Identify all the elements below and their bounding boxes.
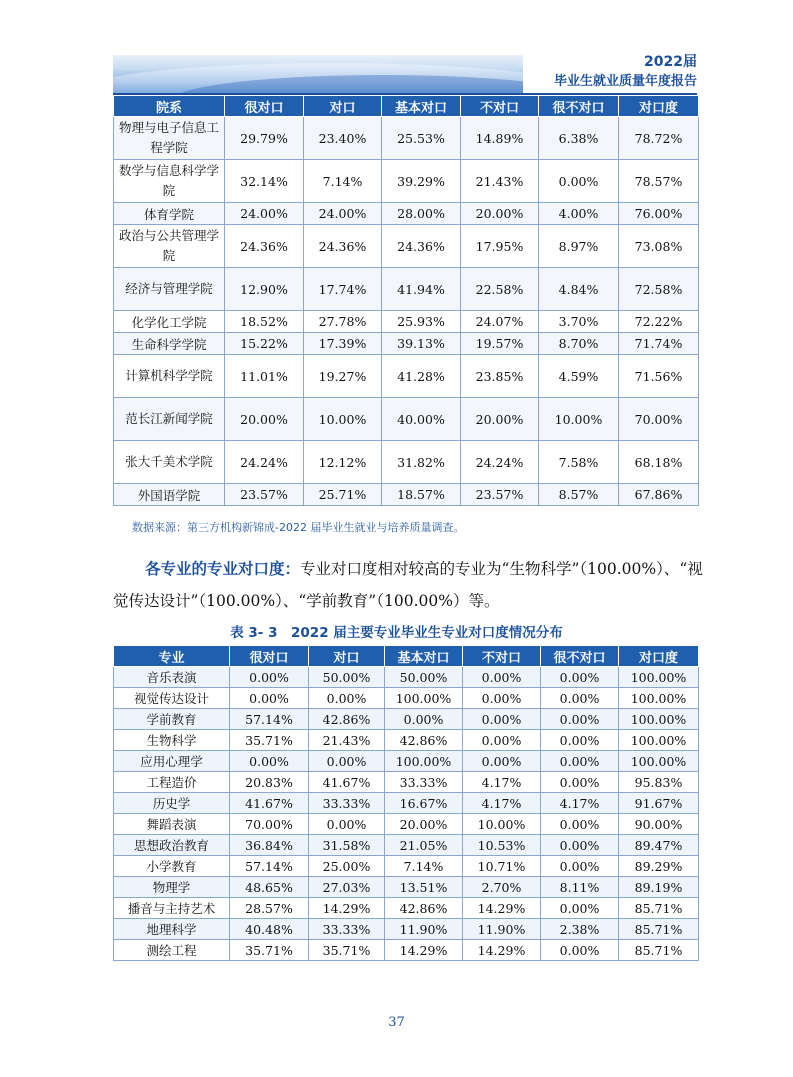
table-row — [114, 835, 699, 856]
table-cell: 35.71% — [230, 730, 309, 751]
table-cell: 42.86% — [309, 709, 385, 730]
table-cell: 0.00% — [230, 667, 309, 688]
column-header: 很不对口 — [539, 96, 619, 117]
table-cell: 41.28% — [382, 355, 461, 398]
table-cell: 89.47% — [619, 835, 699, 856]
column-header: 对口 — [304, 96, 382, 117]
table-cell: 78.57% — [619, 160, 699, 203]
table-row — [114, 667, 699, 688]
table-cell: 25.93% — [382, 311, 461, 333]
table-cell: 100.00% — [619, 730, 699, 751]
table-cell: 24.36% — [225, 225, 304, 268]
row-label: 舞蹈表演 — [114, 814, 230, 835]
table-cell: 85.71% — [619, 898, 699, 919]
table-cell: 4.84% — [539, 268, 619, 311]
table-cell: 3.70% — [539, 311, 619, 333]
table-cell: 0.00% — [541, 751, 619, 772]
table-cell: 35.71% — [230, 940, 309, 961]
table-cell: 0.00% — [541, 667, 619, 688]
table-cell: 0.00% — [463, 688, 541, 709]
table-cell: 21.05% — [385, 835, 463, 856]
row-label: 思想政治教育 — [114, 835, 230, 856]
table-cell: 14.29% — [309, 898, 385, 919]
column-header: 很对口 — [230, 646, 309, 667]
table-cell: 20.83% — [230, 772, 309, 793]
table-header-row — [114, 646, 699, 667]
table-row — [114, 160, 699, 203]
table-cell: 24.24% — [461, 441, 539, 484]
table-cell: 25.71% — [304, 484, 382, 506]
table-cell: 31.58% — [309, 835, 385, 856]
table-cell: 40.00% — [382, 398, 461, 441]
table-cell: 85.71% — [619, 940, 699, 961]
table-cell: 41.67% — [309, 772, 385, 793]
table-cell: 76.00% — [619, 203, 699, 225]
table-row — [114, 772, 699, 793]
table-cell: 17.39% — [304, 333, 382, 355]
column-header: 院系 — [114, 96, 225, 117]
paragraph-lead: 各专业的专业对口度： — [145, 560, 301, 578]
table-cell: 0.00% — [541, 898, 619, 919]
page-number: 37 — [388, 1015, 405, 1030]
table-cell: 21.43% — [461, 160, 539, 203]
table-cell: 11.90% — [385, 919, 463, 940]
table-cell: 0.00% — [541, 814, 619, 835]
header-banner — [113, 55, 523, 93]
row-label: 外国语学院 — [114, 484, 225, 506]
table-cell: 100.00% — [619, 667, 699, 688]
table-cell: 11.01% — [225, 355, 304, 398]
table-cell: 20.00% — [225, 398, 304, 441]
row-label: 测绘工程 — [114, 940, 230, 961]
table-body — [114, 667, 699, 961]
table-cell: 6.38% — [539, 117, 619, 160]
column-header: 基本对口 — [385, 646, 463, 667]
table-row — [114, 203, 699, 225]
table-cell: 4.59% — [539, 355, 619, 398]
table-cell: 10.71% — [463, 856, 541, 877]
table-row — [114, 940, 699, 961]
table-row — [114, 355, 699, 398]
row-label: 计算机科学学院 — [114, 355, 225, 398]
table-row — [114, 730, 699, 751]
table-cell: 14.29% — [385, 940, 463, 961]
table-cell: 0.00% — [541, 709, 619, 730]
table-cell: 39.13% — [382, 333, 461, 355]
table-cell: 18.57% — [382, 484, 461, 506]
table-cell: 100.00% — [619, 709, 699, 730]
table-cell: 100.00% — [385, 751, 463, 772]
table-cell: 68.18% — [619, 441, 699, 484]
table-cell: 20.00% — [385, 814, 463, 835]
row-label: 小学教育 — [114, 856, 230, 877]
table-cell: 7.58% — [539, 441, 619, 484]
table-cell: 4.00% — [539, 203, 619, 225]
table-cell: 32.14% — [225, 160, 304, 203]
table-cell: 57.14% — [230, 856, 309, 877]
table-cell: 31.82% — [382, 441, 461, 484]
table-cell: 100.00% — [619, 688, 699, 709]
table-cell: 0.00% — [230, 751, 309, 772]
table-cell: 67.86% — [619, 484, 699, 506]
table-cell: 18.52% — [225, 311, 304, 333]
report-title — [554, 52, 697, 92]
table-cell: 20.00% — [461, 203, 539, 225]
row-label: 学前教育 — [114, 709, 230, 730]
table-cell: 19.27% — [304, 355, 382, 398]
table-cell: 36.84% — [230, 835, 309, 856]
table-cell: 27.03% — [309, 877, 385, 898]
table-cell: 0.00% — [463, 667, 541, 688]
major-match-table — [113, 645, 699, 961]
table-row — [114, 333, 699, 355]
data-source-note: 数据来源：第三方机构新锦成-2022 届毕业生就业与培养质量调查。 — [132, 521, 465, 534]
table-cell: 27.78% — [304, 311, 382, 333]
row-label: 政治与公共管理学院 — [114, 225, 225, 268]
table-cell: 90.00% — [619, 814, 699, 835]
row-label: 经济与管理学院 — [114, 268, 225, 311]
column-header: 对口度 — [619, 646, 699, 667]
table-cell: 10.00% — [463, 814, 541, 835]
table-cell: 10.00% — [304, 398, 382, 441]
table-cell: 0.00% — [541, 856, 619, 877]
table-cell: 4.17% — [541, 793, 619, 814]
table-cell: 25.53% — [382, 117, 461, 160]
table-cell: 40.48% — [230, 919, 309, 940]
column-header: 不对口 — [463, 646, 541, 667]
table-cell: 71.56% — [619, 355, 699, 398]
table-cell: 17.95% — [461, 225, 539, 268]
table-cell: 100.00% — [619, 751, 699, 772]
column-header: 对口度 — [619, 96, 699, 117]
table-cell: 24.36% — [304, 225, 382, 268]
table-cell: 42.86% — [385, 730, 463, 751]
table-cell: 0.00% — [309, 688, 385, 709]
column-header: 基本对口 — [382, 96, 461, 117]
table-cell: 24.07% — [461, 311, 539, 333]
table-cell: 0.00% — [230, 688, 309, 709]
row-label: 工程造价 — [114, 772, 230, 793]
table-cell: 23.57% — [225, 484, 304, 506]
table-cell: 70.00% — [230, 814, 309, 835]
table-cell: 8.11% — [541, 877, 619, 898]
table-cell: 15.22% — [225, 333, 304, 355]
table-cell: 41.94% — [382, 268, 461, 311]
table-cell: 35.71% — [309, 940, 385, 961]
table-cell: 0.00% — [541, 688, 619, 709]
table-cell: 10.53% — [463, 835, 541, 856]
table-cell: 39.29% — [382, 160, 461, 203]
table-cell: 29.79% — [225, 117, 304, 160]
column-header: 对口 — [309, 646, 385, 667]
table-cell: 25.00% — [309, 856, 385, 877]
row-label: 应用心理学 — [114, 751, 230, 772]
table-cell: 2.38% — [541, 919, 619, 940]
row-label: 生物科学 — [114, 730, 230, 751]
table-cell: 4.17% — [463, 772, 541, 793]
table-cell: 0.00% — [463, 709, 541, 730]
row-label: 物理学 — [114, 877, 230, 898]
table-cell: 12.90% — [225, 268, 304, 311]
table-cell: 12.12% — [304, 441, 382, 484]
table-cell: 0.00% — [541, 772, 619, 793]
table-row — [114, 268, 699, 311]
report-name: 毕业生就业质量年度报告 — [553, 74, 697, 89]
row-label: 张大千美术学院 — [114, 441, 225, 484]
report-year: 2022届 — [644, 54, 697, 70]
table-cell: 11.90% — [463, 919, 541, 940]
table-cell: 10.00% — [539, 398, 619, 441]
table-row — [114, 709, 699, 730]
row-label: 数学与信息科学学院 — [114, 160, 225, 203]
table-row — [114, 225, 699, 268]
table-cell: 41.67% — [230, 793, 309, 814]
table-row — [114, 919, 699, 940]
table-cell: 100.00% — [385, 688, 463, 709]
table-row — [114, 898, 699, 919]
row-label: 物理与电子信息工程学院 — [114, 117, 225, 160]
table-cell: 14.29% — [463, 898, 541, 919]
table-cell: 24.24% — [225, 441, 304, 484]
table-cell: 28.00% — [382, 203, 461, 225]
table-cell: 0.00% — [541, 835, 619, 856]
row-label: 视觉传达设计 — [114, 688, 230, 709]
table-row — [114, 751, 699, 772]
table-cell: 71.74% — [619, 333, 699, 355]
major-match-paragraph — [113, 553, 703, 617]
row-label: 范长江新闻学院 — [114, 398, 225, 441]
table-cell: 28.57% — [230, 898, 309, 919]
table-cell: 24.00% — [304, 203, 382, 225]
table-body — [114, 117, 699, 506]
table-cell: 57.14% — [230, 709, 309, 730]
table-cell: 14.89% — [461, 117, 539, 160]
college-match-table — [113, 95, 699, 506]
table-cell: 0.00% — [541, 940, 619, 961]
table-cell: 8.97% — [539, 225, 619, 268]
table-cell: 23.57% — [461, 484, 539, 506]
table-cell: 7.14% — [304, 160, 382, 203]
table-cell: 7.14% — [385, 856, 463, 877]
table-cell: 0.00% — [309, 814, 385, 835]
table-cell: 78.72% — [619, 117, 699, 160]
table-row — [114, 877, 699, 898]
table-cell: 89.29% — [619, 856, 699, 877]
table-cell: 73.08% — [619, 225, 699, 268]
table-cell: 0.00% — [309, 751, 385, 772]
row-label: 地理科学 — [114, 919, 230, 940]
table-cell: 85.71% — [619, 919, 699, 940]
table-cell: 22.58% — [461, 268, 539, 311]
table-row — [114, 856, 699, 877]
table-cell: 8.70% — [539, 333, 619, 355]
table-cell: 4.17% — [463, 793, 541, 814]
table-cell: 2.70% — [463, 877, 541, 898]
table-cell: 48.65% — [230, 877, 309, 898]
table-row — [114, 441, 699, 484]
table-row — [114, 793, 699, 814]
table-cell: 19.57% — [461, 333, 539, 355]
column-header: 很不对口 — [541, 646, 619, 667]
table-cell: 0.00% — [539, 160, 619, 203]
table-cell: 50.00% — [309, 667, 385, 688]
table-cell: 33.33% — [309, 919, 385, 940]
table-row — [114, 117, 699, 160]
table-cell: 0.00% — [463, 730, 541, 751]
table-row — [114, 311, 699, 333]
table-cell: 17.74% — [304, 268, 382, 311]
table-cell: 33.33% — [385, 772, 463, 793]
table-cell: 50.00% — [385, 667, 463, 688]
table-cell: 33.33% — [309, 793, 385, 814]
table-cell: 70.00% — [619, 398, 699, 441]
table-cell: 24.00% — [225, 203, 304, 225]
paragraph-body: 专业对口度相对较高的专业为“生物科学”（100.00%）、“视觉传达设计”（100.00%）、“学前教育”（100.00%）等。 — [113, 560, 703, 610]
table-header-row — [114, 96, 699, 117]
table-cell: 72.22% — [619, 311, 699, 333]
row-label: 播音与主持艺术 — [114, 898, 230, 919]
table-cell: 16.67% — [385, 793, 463, 814]
table-row — [114, 484, 699, 506]
row-label: 化学化工学院 — [114, 311, 225, 333]
row-label: 音乐表演 — [114, 667, 230, 688]
table-cell: 42.86% — [385, 898, 463, 919]
table-cell: 0.00% — [385, 709, 463, 730]
column-header: 很对口 — [225, 96, 304, 117]
table-cell: 24.36% — [382, 225, 461, 268]
table-cell: 13.51% — [385, 877, 463, 898]
table-row — [114, 398, 699, 441]
table-cell: 20.00% — [461, 398, 539, 441]
table-cell: 23.40% — [304, 117, 382, 160]
column-header: 专业 — [114, 646, 230, 667]
table-caption: 表 3- 3 2022 届主要专业毕业生专业对口度情况分布 — [230, 625, 563, 641]
table-cell: 8.57% — [539, 484, 619, 506]
table-cell: 0.00% — [541, 730, 619, 751]
column-header: 不对口 — [461, 96, 539, 117]
table-cell: 14.29% — [463, 940, 541, 961]
row-label: 体育学院 — [114, 203, 225, 225]
table-cell: 72.58% — [619, 268, 699, 311]
table-cell: 89.19% — [619, 877, 699, 898]
table-cell: 0.00% — [463, 751, 541, 772]
table-cell: 23.85% — [461, 355, 539, 398]
row-label: 生命科学学院 — [114, 333, 225, 355]
table-row — [114, 688, 699, 709]
table-cell: 21.43% — [309, 730, 385, 751]
table-cell: 95.83% — [619, 772, 699, 793]
table-cell: 91.67% — [619, 793, 699, 814]
table-row — [114, 814, 699, 835]
row-label: 历史学 — [114, 793, 230, 814]
